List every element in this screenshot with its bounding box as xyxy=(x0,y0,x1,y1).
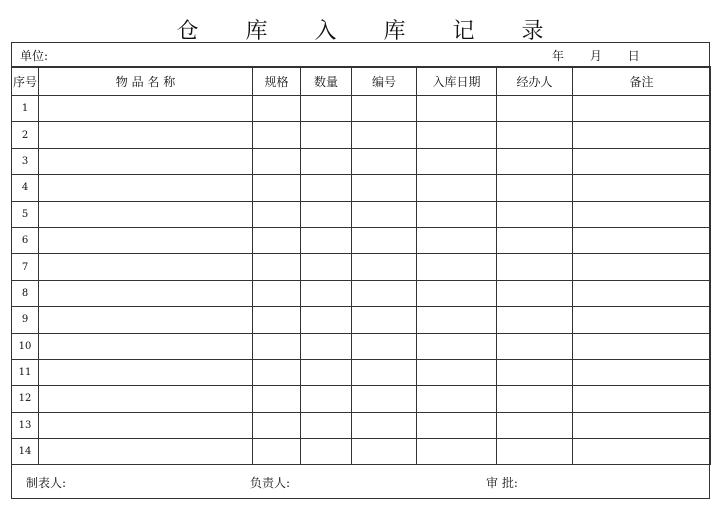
table-cell[interactable] xyxy=(301,386,352,412)
table-cell[interactable] xyxy=(573,412,711,438)
table-cell[interactable] xyxy=(39,280,253,306)
table-cell[interactable] xyxy=(573,175,711,201)
row-index: 13 xyxy=(12,412,39,438)
table-cell[interactable] xyxy=(39,386,253,412)
table-row xyxy=(12,307,711,333)
table-cell[interactable] xyxy=(352,254,417,280)
table-cell[interactable] xyxy=(573,148,711,174)
table-row xyxy=(12,96,711,122)
table-cell[interactable] xyxy=(253,122,301,148)
col-item-name: 物 品 名 称 xyxy=(39,67,253,96)
table-cell[interactable] xyxy=(497,148,573,174)
year-label: 年 xyxy=(552,49,565,63)
table-cell[interactable] xyxy=(497,227,573,253)
table-cell[interactable] xyxy=(497,333,573,359)
table-row xyxy=(12,254,711,280)
month-label: 月 xyxy=(589,49,602,63)
table-cell[interactable] xyxy=(573,254,711,280)
table-cell[interactable] xyxy=(301,333,352,359)
table-cell[interactable] xyxy=(39,201,253,227)
col-index: 序号 xyxy=(12,67,39,96)
table-cell[interactable] xyxy=(253,412,301,438)
col-remarks: 备注 xyxy=(573,67,711,96)
table-row xyxy=(12,359,711,385)
table-cell[interactable] xyxy=(497,122,573,148)
table-cell[interactable] xyxy=(573,122,711,148)
table-cell[interactable] xyxy=(417,412,497,438)
row-index: 9 xyxy=(12,307,39,333)
table-cell[interactable] xyxy=(352,122,417,148)
table-cell[interactable] xyxy=(253,201,301,227)
page-title: 仓 库 入 库 记 录 xyxy=(176,19,564,44)
row-index: 8 xyxy=(12,280,39,306)
table-cell[interactable] xyxy=(417,254,497,280)
approval-label: 审 批: xyxy=(486,476,518,490)
table-cell[interactable] xyxy=(253,227,301,253)
table-cell[interactable] xyxy=(573,280,711,306)
table-cell[interactable] xyxy=(352,307,417,333)
record-table xyxy=(11,66,711,465)
table-cell[interactable] xyxy=(573,386,711,412)
date-labels xyxy=(552,47,662,64)
table-cell[interactable] xyxy=(301,148,352,174)
table-cell[interactable] xyxy=(352,333,417,359)
row-index: 11 xyxy=(12,359,39,385)
row-index: 2 xyxy=(12,122,39,148)
table-cell[interactable] xyxy=(253,439,301,465)
table-cell[interactable] xyxy=(39,307,253,333)
table-row xyxy=(12,280,711,306)
table-cell[interactable] xyxy=(253,333,301,359)
table-cell[interactable] xyxy=(497,254,573,280)
col-date: 入库日期 xyxy=(417,67,497,96)
row-index: 4 xyxy=(12,175,39,201)
table-cell[interactable] xyxy=(417,96,497,122)
table-cell[interactable] xyxy=(39,227,253,253)
table-cell[interactable] xyxy=(352,359,417,385)
table-cell[interactable] xyxy=(301,96,352,122)
table-cell[interactable] xyxy=(39,175,253,201)
table-cell[interactable] xyxy=(352,386,417,412)
table-cell[interactable] xyxy=(497,386,573,412)
table-row xyxy=(12,439,711,465)
table-cell[interactable] xyxy=(573,227,711,253)
table-cell[interactable] xyxy=(352,412,417,438)
header-row xyxy=(12,67,711,96)
table-cell[interactable] xyxy=(497,412,573,438)
table-cell[interactable] xyxy=(301,307,352,333)
table-cell[interactable] xyxy=(352,148,417,174)
table-cell[interactable] xyxy=(253,96,301,122)
table-cell[interactable] xyxy=(417,122,497,148)
row-index: 10 xyxy=(12,333,39,359)
table-cell[interactable] xyxy=(497,439,573,465)
table-cell[interactable] xyxy=(301,201,352,227)
table-cell[interactable] xyxy=(39,96,253,122)
table-cell[interactable] xyxy=(301,280,352,306)
table-cell[interactable] xyxy=(417,439,497,465)
table-cell[interactable] xyxy=(573,359,711,385)
table-cell[interactable] xyxy=(301,122,352,148)
table-row xyxy=(12,227,711,253)
table-cell[interactable] xyxy=(417,359,497,385)
table-cell[interactable] xyxy=(417,148,497,174)
table-cell[interactable] xyxy=(573,307,711,333)
row-index: 7 xyxy=(12,254,39,280)
record-form xyxy=(11,42,710,499)
table-cell[interactable] xyxy=(39,333,253,359)
col-spec: 规格 xyxy=(253,67,301,96)
table-cell[interactable] xyxy=(39,122,253,148)
table-cell[interactable] xyxy=(497,359,573,385)
row-index: 5 xyxy=(12,201,39,227)
table-cell[interactable] xyxy=(573,96,711,122)
row-index: 14 xyxy=(12,439,39,465)
table-cell[interactable] xyxy=(253,280,301,306)
row-index: 12 xyxy=(12,386,39,412)
day-label: 日 xyxy=(627,49,640,63)
table-cell[interactable] xyxy=(497,307,573,333)
preparer-label: 制表人: xyxy=(26,476,67,490)
row-index: 3 xyxy=(12,148,39,174)
table-cell[interactable] xyxy=(39,359,253,385)
table-cell[interactable] xyxy=(417,307,497,333)
table-row xyxy=(12,175,711,201)
row-index: 1 xyxy=(12,96,39,122)
table-cell[interactable] xyxy=(497,96,573,122)
table-cell[interactable] xyxy=(301,227,352,253)
table-cell[interactable] xyxy=(301,359,352,385)
responsible-label: 负责人: xyxy=(250,476,291,490)
table-cell[interactable] xyxy=(301,412,352,438)
table-cell[interactable] xyxy=(301,254,352,280)
table-cell[interactable] xyxy=(39,412,253,438)
table-cell[interactable] xyxy=(253,148,301,174)
table-cell[interactable] xyxy=(573,201,711,227)
table-cell[interactable] xyxy=(253,175,301,201)
table-cell[interactable] xyxy=(39,148,253,174)
table-cell[interactable] xyxy=(352,175,417,201)
unit-row xyxy=(12,43,709,68)
table-cell[interactable] xyxy=(301,175,352,201)
table-cell[interactable] xyxy=(253,254,301,280)
table-cell[interactable] xyxy=(301,439,352,465)
table-row xyxy=(12,122,711,148)
table-cell[interactable] xyxy=(352,96,417,122)
table-cell[interactable] xyxy=(417,333,497,359)
signature-row xyxy=(12,464,709,498)
table-cell[interactable] xyxy=(352,439,417,465)
table-cell[interactable] xyxy=(497,175,573,201)
col-handler: 经办人 xyxy=(497,67,573,96)
table-cell[interactable] xyxy=(417,175,497,201)
table-row xyxy=(12,148,711,174)
table-cell[interactable] xyxy=(417,201,497,227)
table-row xyxy=(12,412,711,438)
table-row xyxy=(12,333,711,359)
table-cell[interactable] xyxy=(417,227,497,253)
table-cell[interactable] xyxy=(417,386,497,412)
table-cell[interactable] xyxy=(352,227,417,253)
table-cell[interactable] xyxy=(39,439,253,465)
table-cell[interactable] xyxy=(253,386,301,412)
unit-label: 单位: xyxy=(20,49,49,63)
col-quantity: 数量 xyxy=(301,67,352,96)
table-cell[interactable] xyxy=(497,201,573,227)
table-row xyxy=(12,386,711,412)
table-cell[interactable] xyxy=(573,439,711,465)
row-index: 6 xyxy=(12,227,39,253)
table-cell[interactable] xyxy=(573,333,711,359)
col-code: 编号 xyxy=(352,67,417,96)
table-cell[interactable] xyxy=(417,280,497,306)
table-cell[interactable] xyxy=(39,254,253,280)
table-cell[interactable] xyxy=(352,280,417,306)
table-cell[interactable] xyxy=(352,201,417,227)
table-cell[interactable] xyxy=(253,359,301,385)
table-cell[interactable] xyxy=(253,307,301,333)
table-cell[interactable] xyxy=(497,280,573,306)
table-row xyxy=(12,201,711,227)
